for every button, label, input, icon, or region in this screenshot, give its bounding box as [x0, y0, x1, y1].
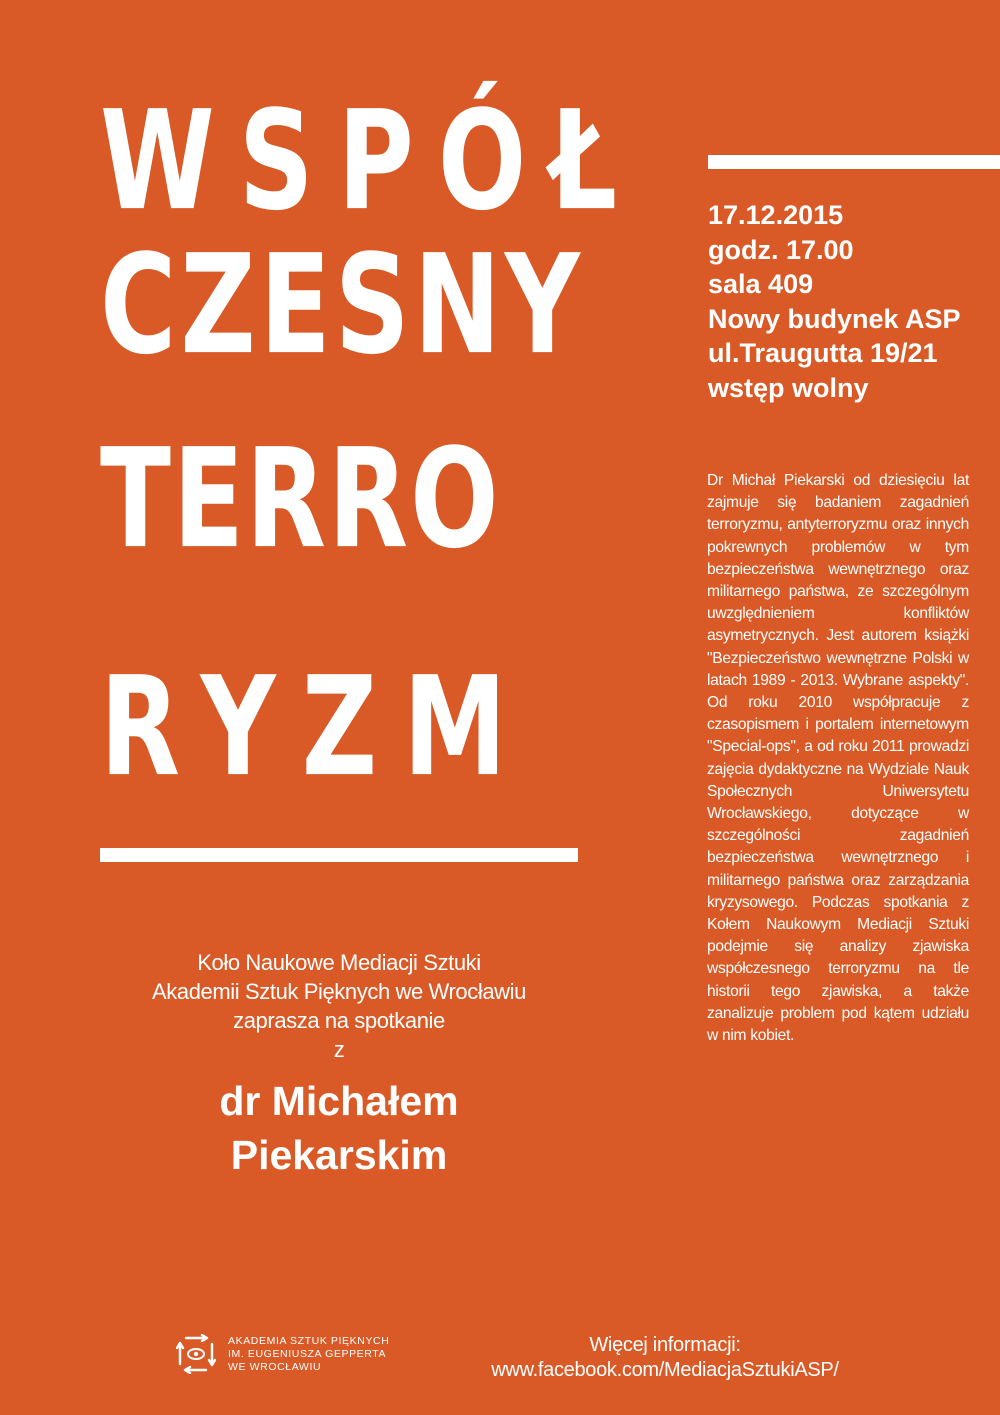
invitation	[100, 948, 578, 1182]
logo-text-line-3: WE WROCŁAWIU	[228, 1360, 322, 1373]
title-line-1: WSPÓŁ	[100, 80, 642, 242]
speaker-name-line-1: dr Michałem	[219, 1078, 459, 1124]
more-info-label: Więcej informacji:	[589, 1334, 741, 1356]
facebook-link[interactable]: www.facebook.com/MediacjaSztukiASP/	[491, 1359, 839, 1381]
logo-text-line-1: AKADEMIA SZTUK PIĘKNYCH	[228, 1334, 390, 1347]
event-time: godz. 17.00	[708, 234, 854, 265]
speaker-bio: Dr Michał Piekarski od dziesięciu lat zajmuje się badaniem zagadnień terroryzmu, antyterroryzmu oraz innych pokrewnych problemów w tym bezpieczeństwa wewnętrznego oraz militarnego państwa, ze szczególnym uwzględnieniem konfliktów asymetrycznych. Jest autorem książki "Bezpieczeństwo wewnętrzne Polski w latach 1989 - 2013. Wybrane aspekty". Od roku 2010 współpracuje z czasopismem i portalem internetowym "Special-ops", a od roku 2011 prowadzi zajęcia dydaktyczne na Wydziale Nauk Społecznych Uniwersytetu Wrocławskiego, dotyczące w szczególności zagadnień bezpieczeństwa wewnętrznego i militarnego państwa oraz zarządzania kryzysowego. Podczas spotkania z Kołem Naukowym Mediacji Sztuki podejmie się analizy zjawiska współczesnego terroryzmu na tle historii tego zjawiska, a także zanalizuje problem pod kątem udziału w nim kobiet.	[707, 472, 969, 1045]
invitation-with: z	[333, 1037, 345, 1062]
title-divider	[100, 848, 578, 862]
title-line-3: TERRO	[100, 418, 501, 580]
invitation-text: zaprasza na spotkanie	[233, 1008, 445, 1033]
speaker-name	[100, 1074, 578, 1182]
event-entry: wstęp wolny	[708, 372, 869, 403]
title-line-4: RYZM	[100, 646, 533, 808]
title-line-2: CZESNY	[100, 224, 585, 386]
event-date: 17.12.2015	[708, 200, 844, 230]
event-address: ul.Traugutta 19/21	[708, 338, 938, 368]
more-info	[490, 1333, 840, 1383]
asp-wroclaw-logo-icon	[176, 1334, 216, 1374]
invitation-academy: Akademii Sztuk Pięknych we Wrocławiu	[151, 979, 526, 1004]
event-building: Nowy budynek ASP	[708, 303, 961, 334]
event-details	[708, 198, 961, 405]
invitation-organizer: Koło Naukowe Mediacji Sztuki	[197, 950, 481, 975]
top-divider	[708, 155, 1000, 169]
event-room: sala 409	[708, 269, 814, 299]
logo-text-line-2: IM. EUGENIUSZA GEPPERTA	[228, 1347, 387, 1360]
asp-logo	[176, 1334, 389, 1374]
asp-logo-text	[228, 1335, 389, 1374]
speaker-name-line-2: Piekarskim	[230, 1132, 448, 1178]
